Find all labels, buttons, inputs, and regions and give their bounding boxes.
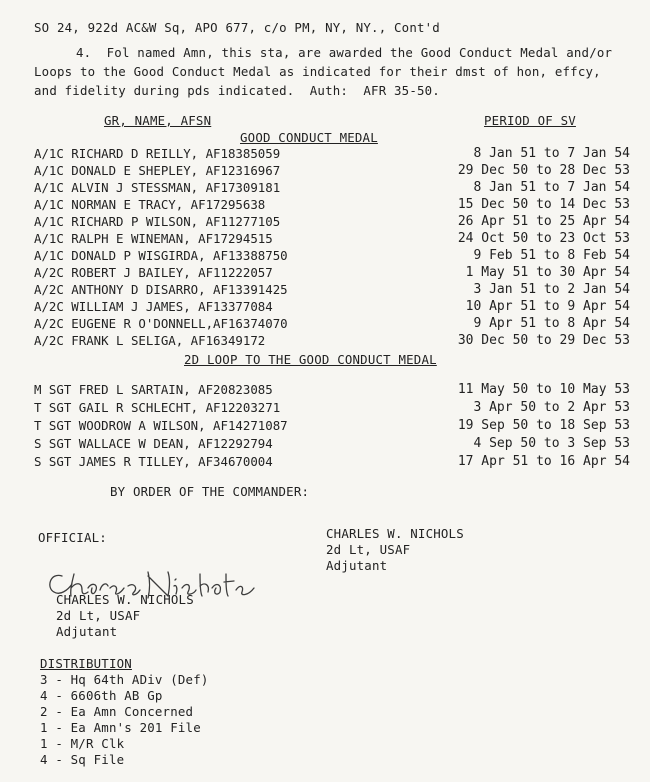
paragraph-line-1: 4. Fol named Amn, this sta, are awarded the Good Conduct Medal and/or xyxy=(76,45,613,60)
service-period: 24 Oct 50 to 23 Oct 53 xyxy=(457,231,630,246)
member-name: M SGT FRED L SARTAIN, AF20823085 xyxy=(34,382,273,397)
signature-name: CHARLES W. NICHOLS xyxy=(56,592,194,607)
section-title-2d-loop: 2D LOOP TO THE GOOD CONDUCT MEDAL xyxy=(184,352,437,367)
member-name: A/1C RALPH E WINEMAN, AF17294515 xyxy=(34,231,273,246)
roster-row xyxy=(34,454,630,470)
member-name: A/2C ANTHONY D DISARRO, AF13391425 xyxy=(34,282,288,297)
service-period: 15 Dec 50 to 14 Dec 53 xyxy=(457,197,630,212)
service-period: 26 Apr 51 to 25 Apr 54 xyxy=(457,214,630,229)
distribution-item: 3 - Hq 64th ADiv (Def) xyxy=(40,672,209,687)
service-period: 17 Apr 51 to 16 Apr 54 xyxy=(457,454,630,469)
roster-row xyxy=(34,282,630,298)
member-name: A/1C RICHARD P WILSON, AF11277105 xyxy=(34,214,281,229)
service-period: 11 May 50 to 10 May 53 xyxy=(457,382,630,397)
service-period: 9 Feb 51 to 8 Feb 54 xyxy=(473,248,630,263)
member-name: A/1C ALVIN J STESSMAN, AF17309181 xyxy=(34,180,281,195)
service-period: 19 Sep 50 to 18 Sep 53 xyxy=(457,418,630,433)
roster-row xyxy=(34,265,630,281)
roster-row xyxy=(34,418,630,434)
commander-name: CHARLES W. NICHOLS xyxy=(326,526,464,541)
member-name: A/2C EUGENE R O'DONNELL,AF16374070 xyxy=(34,316,288,331)
service-period: 9 Apr 51 to 8 Apr 54 xyxy=(473,316,630,331)
member-name: A/2C WILLIAM J JAMES, AF13377084 xyxy=(34,299,273,314)
member-name: T SGT WOODROW A WILSON, AF14271087 xyxy=(34,418,288,433)
service-period: 3 Apr 50 to 2 Apr 53 xyxy=(473,400,630,415)
roster-row xyxy=(34,197,630,213)
roster-row xyxy=(34,333,630,349)
member-name: S SGT JAMES R TILLEY, AF34670004 xyxy=(34,454,273,469)
roster-row xyxy=(34,400,630,416)
roster-row xyxy=(34,180,630,196)
commander-title: Adjutant xyxy=(326,558,388,573)
column-header-name: GR, NAME, AFSN xyxy=(104,113,212,128)
order-line: BY ORDER OF THE COMMANDER: xyxy=(110,484,310,499)
service-period: 30 Dec 50 to 29 Dec 53 xyxy=(457,333,630,348)
member-name: A/1C DONALD E SHEPLEY, AF12316967 xyxy=(34,163,281,178)
distribution-item: 4 - Sq File xyxy=(40,752,125,767)
roster-row xyxy=(34,382,630,398)
roster-row xyxy=(34,436,630,452)
service-period: 1 May 51 to 30 Apr 54 xyxy=(465,265,630,280)
member-name: A/1C RICHARD D REILLY, AF18385059 xyxy=(34,146,281,161)
roster-row xyxy=(34,231,630,247)
roster-row xyxy=(34,299,630,315)
member-name: S SGT WALLACE W DEAN, AF12292794 xyxy=(34,436,273,451)
service-period: 10 Apr 51 to 9 Apr 54 xyxy=(465,299,630,314)
roster-row xyxy=(34,214,630,230)
order-header: SO 24, 922d AC&W Sq, APO 677, c/o PM, NY, NY., Cont'd xyxy=(34,20,440,35)
member-name: A/2C FRANK L SELIGA, AF16349172 xyxy=(34,333,266,348)
member-name: A/1C DONALD P WISGIRDA, AF13388750 xyxy=(34,248,288,263)
roster-row xyxy=(34,316,630,332)
distribution-item: 4 - 6606th AB Gp xyxy=(40,688,163,703)
roster-row xyxy=(34,163,630,179)
official-label: OFFICIAL: xyxy=(38,530,107,545)
member-name: A/1C NORMAN E TRACY, AF17295638 xyxy=(34,197,266,212)
roster-row xyxy=(34,146,630,162)
signature-rank: 2d Lt, USAF xyxy=(56,608,141,623)
service-period: 8 Jan 51 to 7 Jan 54 xyxy=(473,180,630,195)
distribution-item: 2 - Ea Amn Concerned xyxy=(40,704,194,719)
paragraph-line-3: and fidelity during pds indicated. Auth: AFR 35-50. xyxy=(34,83,440,98)
paragraph-line-2: Loops to the Good Conduct Medal as indicated for their dmst of hon, effcy, xyxy=(34,64,601,79)
service-period: 4 Sep 50 to 3 Sep 53 xyxy=(473,436,630,451)
roster-row xyxy=(34,248,630,264)
distribution-title: DISTRIBUTION xyxy=(40,656,132,671)
distribution-item: 1 - Ea Amn's 201 File xyxy=(40,720,201,735)
distribution-item: 1 - M/R Clk xyxy=(40,736,125,751)
service-period: 29 Dec 50 to 28 Dec 53 xyxy=(457,163,630,178)
section-title-good-conduct-medal: GOOD CONDUCT MEDAL xyxy=(240,130,378,145)
column-header-period: PERIOD OF SV xyxy=(484,113,576,128)
commander-rank: 2d Lt, USAF xyxy=(326,542,411,557)
service-period: 3 Jan 51 to 2 Jan 54 xyxy=(473,282,630,297)
member-name: A/2C ROBERT J BAILEY, AF11222057 xyxy=(34,265,273,280)
signature-title: Adjutant xyxy=(56,624,118,639)
member-name: T SGT GAIL R SCHLECHT, AF12203271 xyxy=(34,400,281,415)
service-period: 8 Jan 51 to 7 Jan 54 xyxy=(473,146,630,161)
